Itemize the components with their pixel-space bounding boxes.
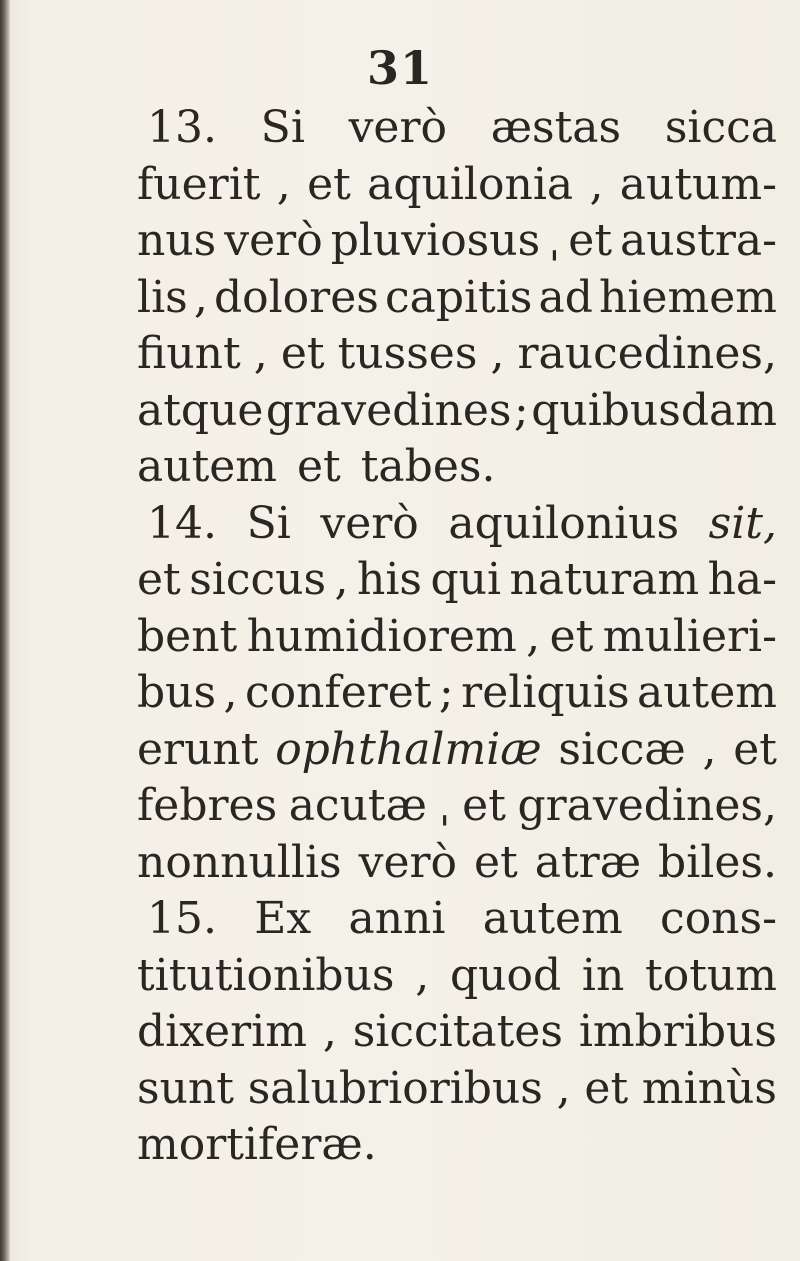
word: et: [307, 158, 351, 210]
word: nonnullis: [137, 836, 342, 888]
word: et: [462, 780, 506, 831]
text-line: [137, 100, 777, 157]
word: et: [280, 328, 325, 379]
word: titutionibus: [137, 949, 395, 1001]
text-line: [137, 552, 777, 609]
word: quibusdam: [531, 384, 777, 436]
word: aquilonius: [448, 497, 680, 549]
word: ophthalmiæ: [275, 723, 542, 775]
word: cons-: [660, 893, 777, 944]
word: 14.: [147, 497, 217, 549]
word: quod: [449, 949, 562, 1001]
word: mulieri-: [602, 610, 777, 662]
word: bent: [137, 610, 238, 662]
word: verò: [358, 836, 458, 888]
word: ,: [334, 554, 349, 605]
text-line: [137, 948, 777, 1005]
word: raucedines,: [517, 328, 777, 379]
word: humidiorem: [246, 610, 517, 662]
word: ˌ: [438, 780, 451, 831]
text-line: [137, 1004, 777, 1061]
text-line: [137, 722, 777, 779]
word: 13.: [147, 102, 217, 153]
word: austra-: [620, 215, 777, 266]
word: sit,: [708, 497, 777, 549]
word: ;: [438, 667, 454, 718]
word: et: [733, 723, 777, 775]
word: salubrioribus: [247, 1062, 543, 1114]
word: ,: [526, 610, 541, 662]
word: autum-: [619, 158, 777, 210]
word: ,: [223, 667, 238, 718]
word: reliquis: [461, 667, 630, 718]
word: et: [297, 441, 341, 492]
word: autem: [137, 441, 278, 492]
word: verò: [348, 102, 447, 153]
text-line: [137, 326, 777, 383]
text-line: [137, 157, 777, 214]
text-line: [137, 778, 777, 835]
text-line: [137, 665, 777, 722]
text-line: [137, 213, 777, 270]
text-line: [137, 1117, 777, 1174]
word: 15.: [147, 893, 217, 944]
word: nus: [137, 215, 217, 266]
word: fuerit: [137, 158, 261, 210]
word: atræ: [534, 836, 642, 888]
word: ,: [702, 723, 717, 775]
word: hiemem: [599, 271, 777, 323]
text-line: [137, 835, 777, 892]
word: ,: [556, 1062, 571, 1114]
word: capitis: [384, 271, 533, 323]
word: atque: [137, 384, 264, 436]
body-text: [137, 100, 777, 1174]
word: ,: [253, 328, 268, 379]
word: mortiferæ.: [137, 1119, 377, 1170]
word: sicca: [664, 102, 777, 153]
word: pluviosus: [330, 215, 541, 266]
word: ,: [490, 328, 505, 379]
word: in: [581, 949, 625, 1001]
word: febres: [137, 780, 278, 831]
word: et: [584, 1062, 629, 1114]
word: erunt: [137, 723, 259, 775]
word: lis: [137, 271, 188, 323]
word: tabes.: [360, 441, 496, 492]
text-line: [137, 270, 777, 327]
word: siccus: [189, 554, 327, 605]
word: et: [474, 836, 518, 888]
word: aquilonia: [367, 158, 574, 210]
word: ,: [276, 158, 291, 210]
word: fiunt: [137, 328, 241, 379]
word: gravedines: [265, 384, 512, 436]
word: ,: [193, 271, 208, 323]
word: naturam: [509, 554, 700, 605]
word: minùs: [641, 1062, 777, 1114]
word: verò: [224, 215, 323, 266]
word: ;: [513, 384, 529, 436]
word: dixerim: [137, 1006, 307, 1057]
word: ,: [589, 158, 604, 210]
word: autem: [482, 893, 623, 944]
text-line: [137, 496, 777, 553]
book-spine-edge: [0, 0, 10, 1261]
word: et: [549, 610, 594, 662]
word: ,: [322, 1006, 337, 1057]
word: dolores: [213, 271, 379, 323]
word: ha-: [707, 554, 777, 605]
word: verò: [320, 497, 419, 549]
word: totum: [645, 949, 777, 1001]
word: his: [357, 554, 422, 605]
word: æstas: [490, 102, 622, 153]
text-line: [137, 439, 777, 496]
word: siccitates: [352, 1006, 563, 1057]
word: Ex: [254, 893, 312, 944]
word: sunt: [137, 1062, 234, 1114]
word: biles.: [658, 836, 777, 888]
word: et: [137, 554, 181, 605]
word: Si: [246, 497, 291, 549]
word: tusses: [337, 328, 478, 379]
word: gravedines,: [517, 780, 777, 831]
word: ˌ: [548, 215, 561, 266]
word: autem: [636, 667, 777, 718]
word: ,: [415, 949, 430, 1001]
word: bus: [137, 667, 217, 718]
text-line: [137, 383, 777, 440]
word: conferet: [244, 667, 432, 718]
word: qui: [430, 554, 502, 605]
page-number: 31: [366, 41, 433, 95]
text-line: [137, 1061, 777, 1118]
word: anni: [348, 893, 446, 944]
word: siccæ: [558, 723, 686, 775]
word: et: [568, 215, 613, 266]
word: ad: [538, 271, 593, 323]
word: acutæ: [288, 780, 427, 831]
word: Si: [260, 102, 305, 153]
text-line: [137, 891, 777, 948]
word: imbribus: [578, 1006, 777, 1057]
text-line: [137, 609, 777, 666]
